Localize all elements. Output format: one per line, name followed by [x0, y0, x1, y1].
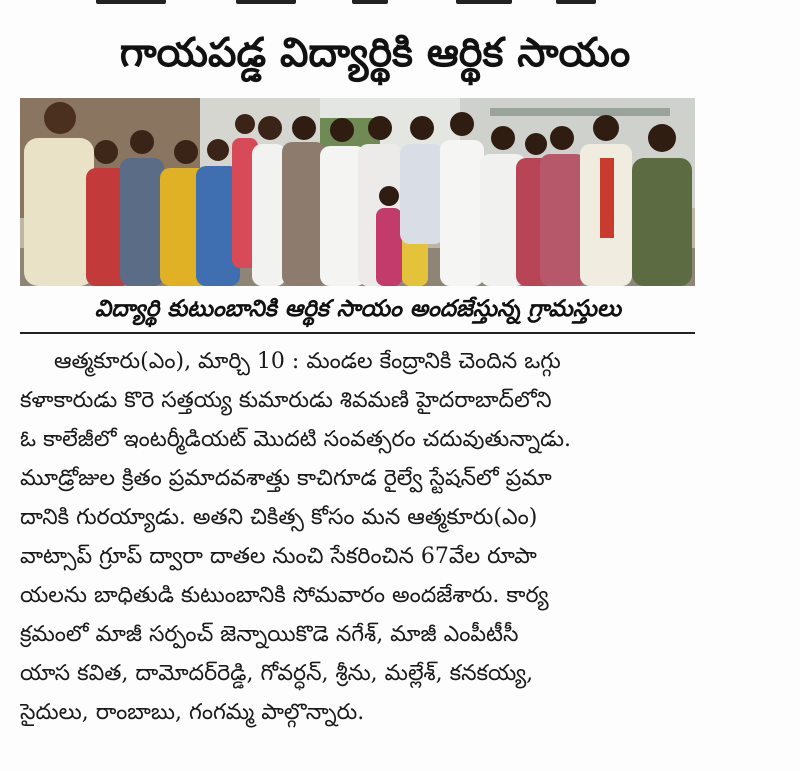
body-line: మూడ్రోజుల క్రితం ప్రమాదవశాత్తు కాచిగూడ రైల్వే స్టేషన్‌లో ప్రమా: [20, 466, 552, 491]
cropped-previous-article-edge: [0, 0, 800, 8]
body-line: క్రమంలో మాజీ సర్పంచ్ జెన్నాయికొడె నగేశ్, మాజీ ఎంపీటీసీ: [20, 622, 519, 647]
article-body: [20, 342, 700, 732]
body-line: ఆత్మకూరు(ఎం), మార్చి 10 : మండల కేంద్రానికి చెందిన ఒగ్గు: [54, 349, 561, 374]
body-line: సైదులు, రాంబాబు, గంగమ్మ పాల్గొన్నారు.: [20, 700, 365, 725]
article-headline: గాయపడ్డ విద్యార్థికి ఆర్థిక సాయం: [119, 30, 631, 76]
group-photo-illustration: [20, 98, 695, 286]
body-line: యాస కవిత, దామోదర్‌రెడ్డి, గోవర్ధన్, శ్రీను, మల్లేశ్, కనకయ్య,: [20, 661, 534, 686]
body-line: కళాకారుడు కొరె సత్తయ్య కుమారుడు శివమణి హైదరాబాద్‌లోని: [20, 388, 552, 413]
body-line: ఓ కాలేజీలో ఇంటర్మీడియట్ మొదటి సంవత్సరం చదువుతున్నాడు.: [20, 427, 571, 452]
news-photo: [20, 98, 695, 286]
caption-divider: [20, 332, 695, 334]
body-line: వాట్సాప్ గ్రూప్ ద్వారా దాతల నుంచి సేకరించిన 67వేల రూపా: [20, 544, 537, 569]
photo-caption: విద్యార్థి కుటుంబానికి ఆర్థిక సాయం అందజేస్తున్న గ్రామస్తులు: [94, 296, 622, 322]
body-line: యలను బాధితుడి కుటుంబానికి సోమవారం అందజేశారు. కార్య: [20, 583, 549, 608]
body-line: దానికి గురయ్యాడు. అతని చికిత్స కోసం మన ఆత్మకూరు(ఎం): [20, 505, 538, 530]
